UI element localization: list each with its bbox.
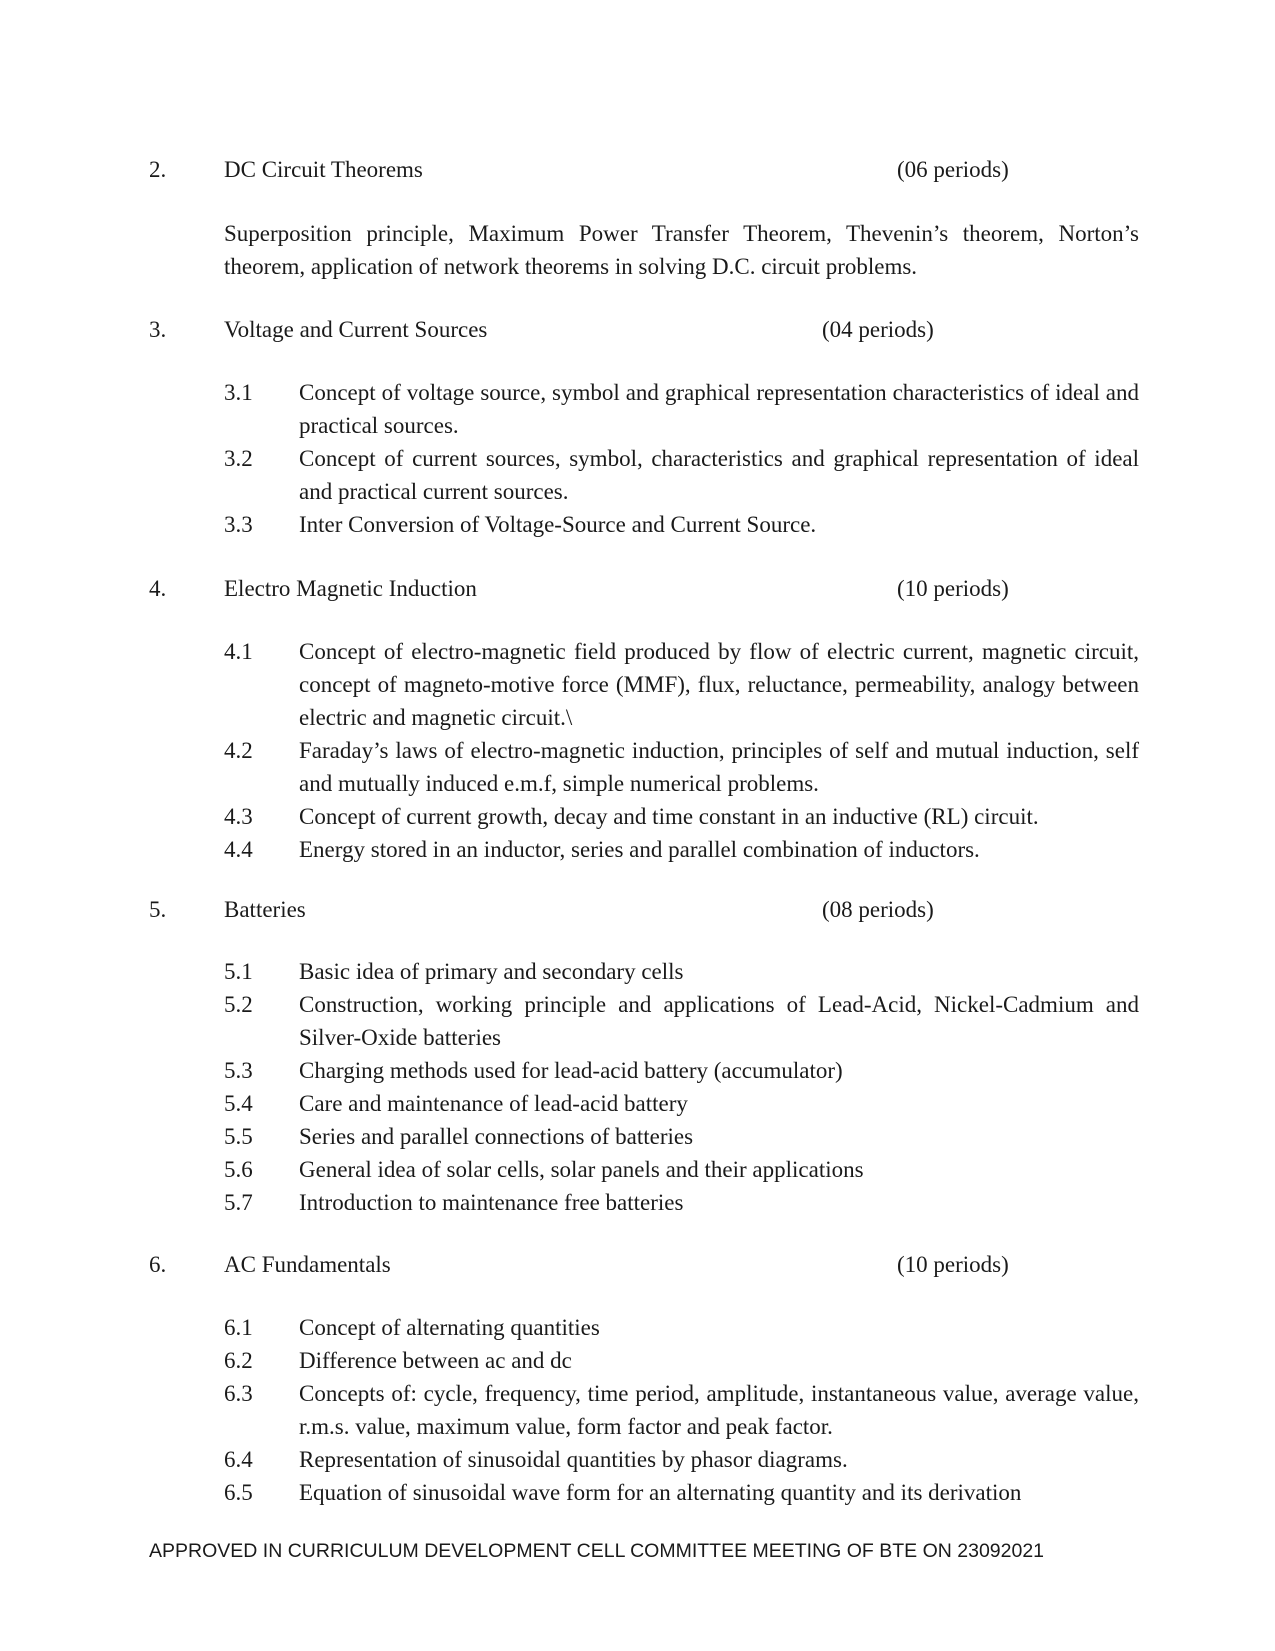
unit-6 <box>0 1248 1275 1505</box>
topic-text: Construction, working principle and applications of Lead-Acid, Nickel-Cadmium and Silver-Oxide batteries <box>299 992 1139 1050</box>
topic-text: Concept of electro-magnetic field produced by flow of electric current, magnetic circuit, concept of magneto-motive force (MMF), flux, reluctance, permeability, analogy between electric and magnetic circuit.\ <box>299 639 1139 730</box>
topic-text: Concepts of: cycle, frequency, time period, amplitude, instantaneous value, average value, r.m.s. value, maximum value, form factor and peak factor. <box>299 1381 1139 1439</box>
topic-number: 5.6 <box>224 1157 253 1182</box>
unit-heading <box>0 572 1275 606</box>
unit-number: 2. <box>149 157 167 182</box>
topic-list <box>224 376 1139 541</box>
topic-text: Basic idea of primary and secondary cells <box>299 959 684 984</box>
topic-item <box>224 508 1139 541</box>
topic-number: 6.5 <box>224 1480 253 1505</box>
unit-number: 6. <box>149 1252 167 1277</box>
topic-number: 6.1 <box>224 1315 253 1340</box>
topic-text: Introduction to maintenance free batteries <box>299 1190 684 1215</box>
topic-number: 3.1 <box>224 380 253 405</box>
topic-number: 4.4 <box>224 837 253 862</box>
unit-heading <box>0 313 1275 347</box>
unit-periods: (08 periods) <box>822 897 934 922</box>
unit-title: AC Fundamentals <box>224 1252 391 1277</box>
topic-number: 6.2 <box>224 1348 253 1373</box>
unit-4 <box>0 572 1275 862</box>
unit-title: DC Circuit Theorems <box>224 157 423 182</box>
unit-heading <box>0 1248 1275 1282</box>
topic-item <box>224 1153 1139 1186</box>
topic-number: 6.4 <box>224 1447 253 1472</box>
unit-number: 3. <box>149 317 167 342</box>
unit-title: Batteries <box>224 897 306 922</box>
topic-item <box>224 1186 1139 1219</box>
topic-item <box>224 1087 1139 1120</box>
topic-item <box>224 1054 1139 1087</box>
topic-text: Care and maintenance of lead-acid battery <box>299 1091 688 1116</box>
topic-text: General idea of solar cells, solar panels and their applications <box>299 1157 864 1182</box>
topic-item <box>224 734 1139 800</box>
topic-number: 5.2 <box>224 992 253 1017</box>
topic-item <box>224 1120 1139 1153</box>
topic-item <box>224 635 1139 734</box>
unit-heading <box>0 153 1275 187</box>
unit-number: 5. <box>149 897 167 922</box>
topic-number: 5.1 <box>224 959 253 984</box>
unit-heading <box>0 893 1275 927</box>
unit-title: Voltage and Current Sources <box>224 317 488 342</box>
topic-text: Inter Conversion of Voltage-Source and Current Source. <box>299 512 817 537</box>
topic-text: Difference between ac and dc <box>299 1348 572 1373</box>
topic-item <box>224 1311 1139 1344</box>
topic-item <box>224 1377 1139 1443</box>
topic-number: 3.3 <box>224 512 253 537</box>
topic-item <box>224 1476 1139 1509</box>
unit-5 <box>0 893 1275 1215</box>
topic-text: Charging methods used for lead-acid battery (accumulator) <box>299 1058 843 1083</box>
topic-number: 6.3 <box>224 1381 253 1406</box>
topic-number: 5.4 <box>224 1091 253 1116</box>
topic-number: 5.5 <box>224 1124 253 1149</box>
topic-number: 4.2 <box>224 738 253 763</box>
approval-footer: APPROVED IN CURRICULUM DEVELOPMENT CELL COMMITTEE MEETING OF BTE ON 23092021 <box>149 1540 1045 1562</box>
topic-item <box>224 376 1139 442</box>
topic-text: Series and parallel connections of batteries <box>299 1124 694 1149</box>
topic-list <box>224 955 1139 1219</box>
topic-text: Concept of current sources, symbol, characteristics and graphical representation of ideal and practical current sources. <box>299 446 1139 504</box>
topic-number: 5.3 <box>224 1058 253 1083</box>
unit-paragraph: Superposition principle, Maximum Power Transfer Theorem, Thevenin’s theorem, Norton’s theorem, application of network theorems in solving D.C. circuit problems. <box>224 221 1139 279</box>
topic-number: 4.3 <box>224 804 253 829</box>
topic-item <box>224 988 1139 1054</box>
unit-number: 4. <box>149 576 167 601</box>
topic-text: Energy stored in an inductor, series and parallel combination of inductors. <box>299 837 980 862</box>
topic-item <box>224 1443 1139 1476</box>
topic-list <box>224 1311 1139 1509</box>
unit-periods: (04 periods) <box>822 317 934 342</box>
topic-text: Equation of sinusoidal wave form for an alternating quantity and its derivation <box>299 1480 1022 1505</box>
topic-number: 3.2 <box>224 446 253 471</box>
unit-title: Electro Magnetic Induction <box>224 576 477 601</box>
topic-item <box>224 442 1139 508</box>
topic-text: Concept of current growth, decay and time constant in an inductive (RL) circuit. <box>299 804 1039 829</box>
topic-text: Concept of alternating quantities <box>299 1315 600 1340</box>
unit-periods: (10 periods) <box>897 576 1009 601</box>
topic-item <box>224 1344 1139 1377</box>
topic-list <box>224 635 1139 866</box>
topic-item <box>224 955 1139 988</box>
topic-number: 5.7 <box>224 1190 253 1215</box>
unit-2 <box>0 153 1275 279</box>
topic-text: Faraday’s laws of electro-magnetic induction, principles of self and mutual induction, self and mutually induced e.m.f, simple numerical problems. <box>299 738 1139 796</box>
unit-periods: (10 periods) <box>897 1252 1009 1277</box>
topic-item <box>224 833 1139 866</box>
unit-3 <box>0 313 1275 537</box>
topic-number: 4.1 <box>224 639 253 664</box>
unit-periods: (06 periods) <box>897 157 1009 182</box>
topic-text: Concept of voltage source, symbol and graphical representation characteristics of ideal and practical sources. <box>299 380 1139 438</box>
topic-item <box>224 800 1139 833</box>
topic-text: Representation of sinusoidal quantities by phasor diagrams. <box>299 1447 848 1472</box>
